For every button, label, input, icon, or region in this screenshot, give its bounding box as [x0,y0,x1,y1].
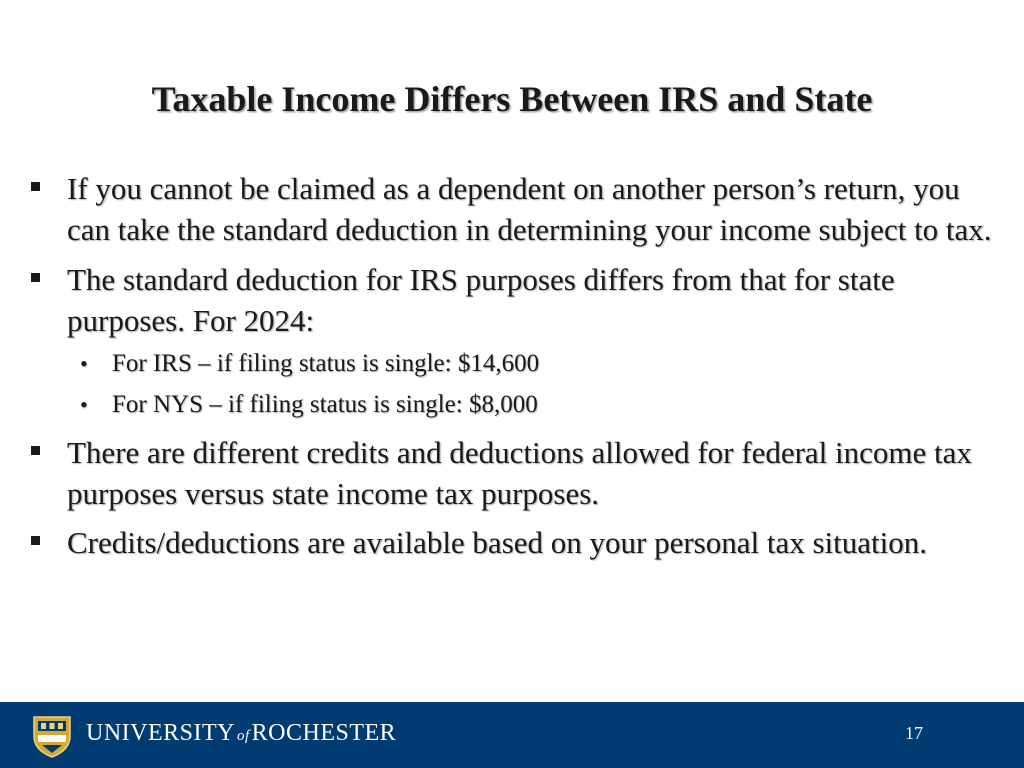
square-bullet-icon [31,446,40,455]
sub-bullet-list [0,343,1024,425]
sub-bullet-text: For IRS – if filing status is single: $14,600 [112,350,540,377]
bullet-item [0,522,1024,563]
sub-bullet-item [0,343,1024,384]
bullet-item [0,168,1024,250]
slide-title: Taxable Income Differs Between IRS and State [151,79,873,119]
page-number: 17 [905,723,923,743]
wordmark-university: UNIVERSITY [86,720,235,746]
bullet-item [0,432,1024,514]
bullet-list [0,168,1024,563]
wordmark-of: of [237,728,250,744]
bullet-text: Credits/deductions are available based on your personal tax situation. [67,525,928,560]
sub-bullet-item [0,384,1024,425]
square-bullet-icon [31,182,40,191]
sub-bullet-text: For NYS – if filing status is single: $8,000 [112,391,538,418]
bullet-text: There are different credits and deductions allowed for federal income tax purposes versus state income tax purposes. [67,435,972,511]
wordmark-rochester: ROCHESTER [251,720,397,746]
bullet-text: If you cannot be claimed as a dependent on another person’s return, you can take the standard deduction in determining your income subject to tax. [67,171,992,247]
round-bullet-icon: • [80,351,88,376]
square-bullet-icon [31,273,40,282]
footer-bar [0,702,1024,768]
bullet-item [0,259,1024,341]
round-bullet-icon: • [80,392,88,417]
university-shield-icon [32,714,72,758]
university-wordmark [86,720,396,747]
bullet-text: The standard deduction for IRS purposes differs from that for state purposes. For 2024: [67,262,895,338]
square-bullet-icon [31,536,40,545]
